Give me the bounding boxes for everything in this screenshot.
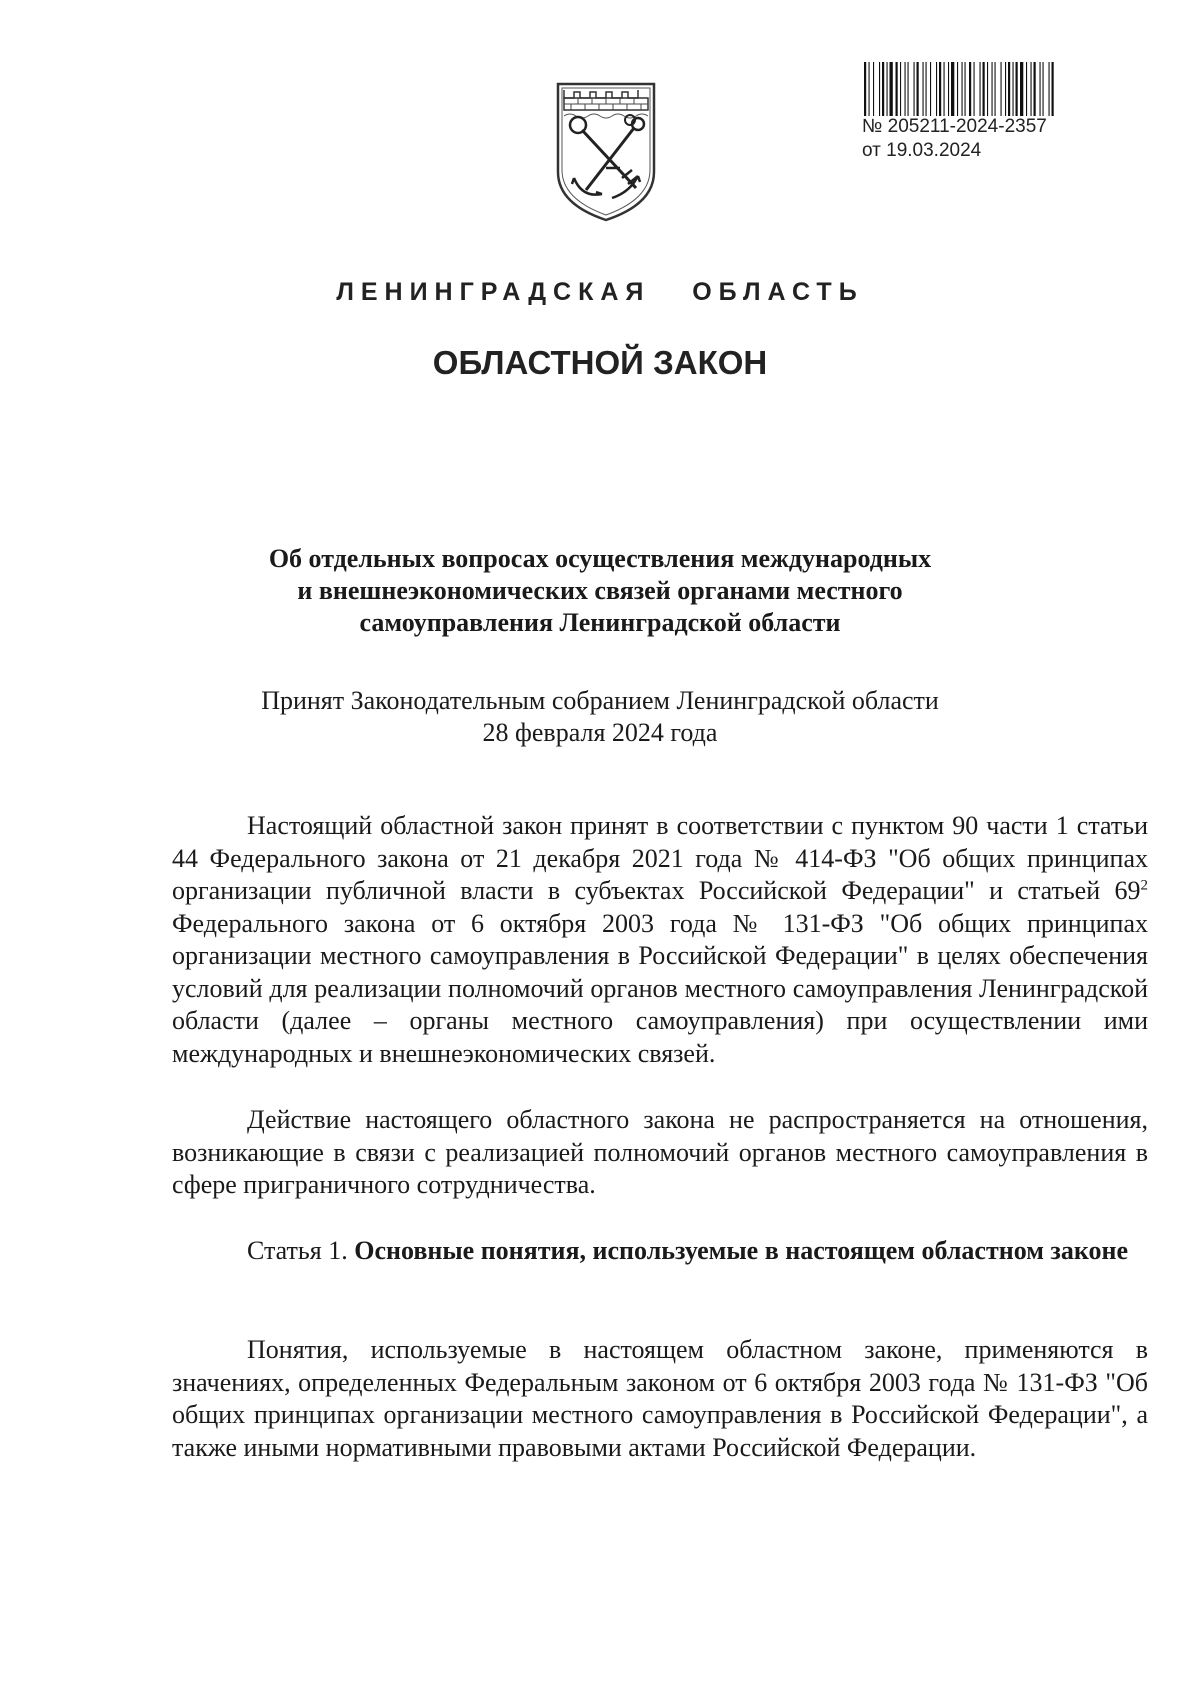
law-type-heading: ОБЛАСТНОЙ ЗАКОН bbox=[432, 344, 768, 381]
registration-date: от 19.03.2024 bbox=[862, 140, 982, 161]
preamble-text: Федерального закона от 6 октября 2003 года № 131-ФЗ "Об общих принципах организации местного самоуправления в Российской Федерации" в целях обеспечения условий для реализации полномочий органов местного самоуправления Ленинградской области (далее – органы местного самоуправления) при осуществлении ими международных и внешнеэкономических связей. bbox=[172, 908, 1148, 1068]
law-title-line: самоуправления Ленинградской области bbox=[359, 608, 841, 637]
preamble-paragraph-1 bbox=[172, 810, 1148, 1070]
law-title-line: и внешнеэкономических связей органами местного bbox=[297, 576, 903, 605]
adoption-body: Принят Законодательным собранием Ленинградской области bbox=[261, 686, 939, 715]
coat-of-arms-emblem bbox=[552, 80, 660, 222]
article-1-heading bbox=[172, 1235, 1148, 1268]
adoption-note bbox=[160, 685, 1040, 749]
preamble-text: Настоящий областной закон принят в соответствии с пунктом 90 части 1 статьи 44 Федерального закона от 21 декабря 2021 года № 414-ФЗ "Об общих принципах организации публичной власти в субъектах Российской Федерации" и статьей 69 bbox=[172, 811, 1148, 905]
adoption-date: 28 февраля 2024 года bbox=[482, 718, 718, 747]
registration-info bbox=[862, 115, 1047, 163]
barcode bbox=[862, 62, 1134, 116]
preamble-text: Действие настоящего областного закона не распространяется на отношения, возникающие в связи с реализацией полномочий органов местного самоуправления в сфере приграничного сотрудничества. bbox=[172, 1105, 1148, 1199]
preamble-paragraph-2 bbox=[172, 1104, 1148, 1202]
article-title: Основные понятия, используемые в настоящем областном законе bbox=[354, 1236, 1129, 1265]
registration-number: № 205211-2024-2357 bbox=[862, 116, 1047, 137]
law-title-line: Об отдельных вопросах осуществления международных bbox=[268, 544, 932, 573]
article-number: Статья 1. bbox=[247, 1236, 355, 1265]
superscript: 2 bbox=[1140, 877, 1148, 894]
article-text: Понятия, используемые в настоящем областном законе, применяются в значениях, определенных Федеральным законом от 6 октября 2003 года № 131-ФЗ "Об общих принципах организации местного самоуправления в Российской Федерации", а также иными нормативными правовыми актами Российской Федерации. bbox=[172, 1335, 1148, 1462]
region-heading: ЛЕНИНГРАДСКАЯ ОБЛАСТЬ bbox=[336, 278, 864, 306]
article-1-paragraph bbox=[172, 1334, 1148, 1464]
law-title bbox=[160, 543, 1040, 639]
